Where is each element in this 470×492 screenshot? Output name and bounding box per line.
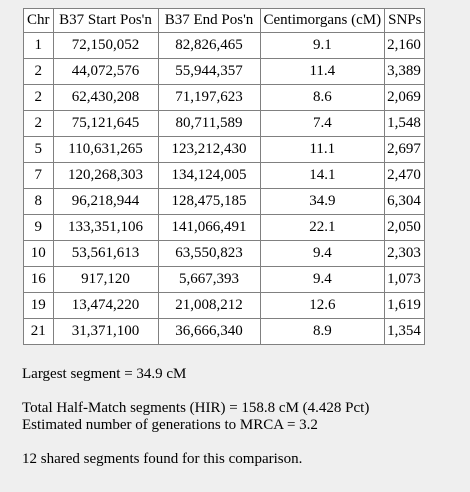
header-chr: Chr	[24, 9, 54, 33]
header-start-pos: B37 Start Pos'n	[53, 9, 158, 33]
end-pos-cell: 71,197,623	[158, 85, 260, 111]
start-pos-cell: 133,351,106	[53, 215, 158, 241]
snps-cell: 3,389	[385, 59, 425, 85]
snps-cell: 2,470	[385, 163, 425, 189]
chr-cell: 2	[24, 59, 54, 85]
total-half-match-text: Total Half-Match segments (HIR) = 158.8 cM (4.428 Pct)	[22, 400, 370, 416]
table-row	[24, 163, 425, 189]
header-centimorgans: Centimorgans (cM)	[260, 9, 385, 33]
centimorgans-cell: 9.4	[260, 267, 385, 293]
chr-cell: 19	[24, 293, 54, 319]
end-pos-cell: 21,008,212	[158, 293, 260, 319]
table-row	[24, 85, 425, 111]
end-pos-cell: 134,124,005	[158, 163, 260, 189]
start-pos-cell: 13,474,220	[53, 293, 158, 319]
snps-cell: 1,548	[385, 111, 425, 137]
snps-cell: 2,697	[385, 137, 425, 163]
snps-cell: 2,303	[385, 241, 425, 267]
snps-cell: 1,619	[385, 293, 425, 319]
table-row	[24, 111, 425, 137]
start-pos-cell: 44,072,576	[53, 59, 158, 85]
chr-cell: 5	[24, 137, 54, 163]
start-pos-cell: 31,371,100	[53, 319, 158, 345]
centimorgans-cell: 14.1	[260, 163, 385, 189]
chr-cell: 2	[24, 111, 54, 137]
generations-estimate-text: Estimated number of generations to MRCA = 3.2	[22, 417, 318, 433]
table-row	[24, 189, 425, 215]
start-pos-cell: 917,120	[53, 267, 158, 293]
snps-cell: 2,069	[385, 85, 425, 111]
chr-cell: 9	[24, 215, 54, 241]
start-pos-cell: 72,150,052	[53, 33, 158, 59]
chr-cell: 1	[24, 33, 54, 59]
end-pos-cell: 82,826,465	[158, 33, 260, 59]
chr-cell: 16	[24, 267, 54, 293]
table-row	[24, 33, 425, 59]
start-pos-cell: 120,268,303	[53, 163, 158, 189]
centimorgans-cell: 8.9	[260, 319, 385, 345]
snps-cell: 2,160	[385, 33, 425, 59]
chr-cell: 7	[24, 163, 54, 189]
table-row	[24, 293, 425, 319]
end-pos-cell: 63,550,823	[158, 241, 260, 267]
start-pos-cell: 53,561,613	[53, 241, 158, 267]
shared-segments-count-text: 12 shared segments found for this comparison.	[22, 451, 303, 467]
end-pos-cell: 141,066,491	[158, 215, 260, 241]
centimorgans-cell: 9.4	[260, 241, 385, 267]
end-pos-cell: 80,711,589	[158, 111, 260, 137]
end-pos-cell: 36,666,340	[158, 319, 260, 345]
start-pos-cell: 75,121,645	[53, 111, 158, 137]
chr-cell: 8	[24, 189, 54, 215]
centimorgans-cell: 8.6	[260, 85, 385, 111]
segments-table	[23, 8, 425, 345]
table-row	[24, 241, 425, 267]
snps-cell: 6,304	[385, 189, 425, 215]
chr-cell: 10	[24, 241, 54, 267]
summary-block	[22, 366, 462, 468]
end-pos-cell: 5,667,393	[158, 267, 260, 293]
header-snps: SNPs	[385, 9, 425, 33]
start-pos-cell: 62,430,208	[53, 85, 158, 111]
end-pos-cell: 128,475,185	[158, 189, 260, 215]
table-row	[24, 319, 425, 345]
start-pos-cell: 96,218,944	[53, 189, 158, 215]
table-body	[24, 33, 425, 345]
centimorgans-cell: 11.1	[260, 137, 385, 163]
end-pos-cell: 123,212,430	[158, 137, 260, 163]
start-pos-cell: 110,631,265	[53, 137, 158, 163]
table-row	[24, 59, 425, 85]
centimorgans-cell: 9.1	[260, 33, 385, 59]
snps-cell: 1,354	[385, 319, 425, 345]
centimorgans-cell: 7.4	[260, 111, 385, 137]
snps-cell: 2,050	[385, 215, 425, 241]
header-end-pos: B37 End Pos'n	[158, 9, 260, 33]
end-pos-cell: 55,944,357	[158, 59, 260, 85]
table-row	[24, 215, 425, 241]
centimorgans-cell: 11.4	[260, 59, 385, 85]
table-row	[24, 267, 425, 293]
snps-cell: 1,073	[385, 267, 425, 293]
largest-segment-text: Largest segment = 34.9 cM	[22, 366, 187, 382]
centimorgans-cell: 34.9	[260, 189, 385, 215]
table-row	[24, 137, 425, 163]
chr-cell: 21	[24, 319, 54, 345]
centimorgans-cell: 22.1	[260, 215, 385, 241]
chr-cell: 2	[24, 85, 54, 111]
centimorgans-cell: 12.6	[260, 293, 385, 319]
table-header-row	[24, 9, 425, 33]
